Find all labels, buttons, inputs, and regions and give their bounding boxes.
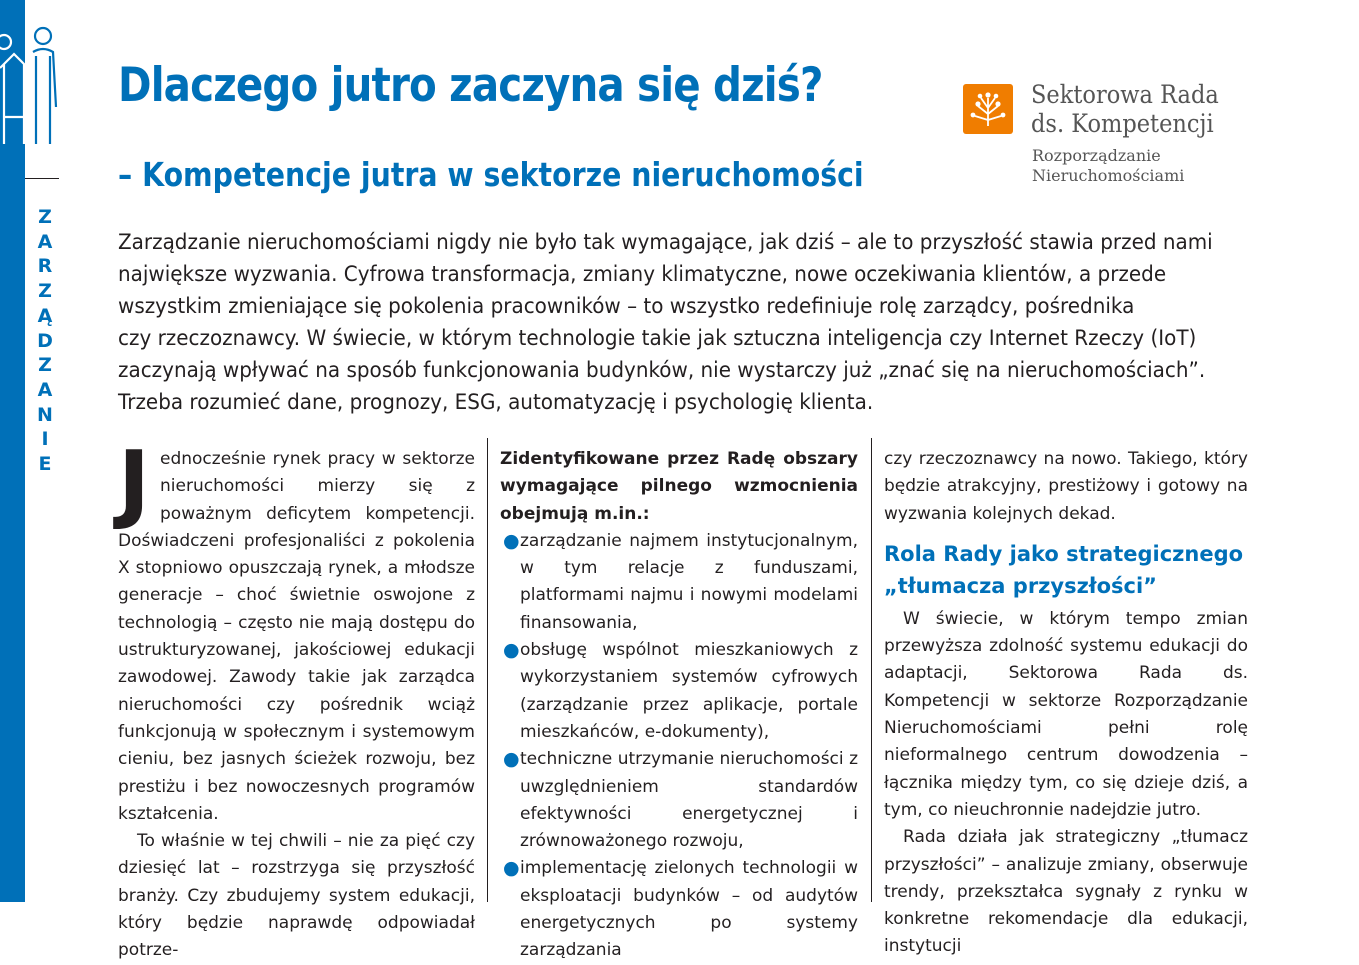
section-heading: Rola Rady jako strategicznego „tłumacza przyszłości” xyxy=(884,541,1244,598)
list-heading: Zidentyfikowane przez Radę obszary wymagające pilnego wzmocnienia obejmują m.in.: xyxy=(500,449,858,524)
areas-list xyxy=(500,528,858,965)
body-paragraph: Jednocześnie rynek pracy w sektorze nieruchomości mierzy się z poważnym deficytem kompetencji. Doświadczeni profesjonaliści z pokolenia X stopniowo opuszczają rynek, a młodsze generacje – choć świetnie oswojone z technologią – często nie mają dostępu do ustrukturyzowanej, jakościowej edukacji zawodowej. Zawody takie jak zarządca nieruchomości czy pośrednik wciąż funkcjonują w społecznym i systemowym cieniu, bez jasnych ścieżek rozwoju, bez prestiżu i bez nowoczesnych programów kształcenia. xyxy=(118,433,475,824)
page-subtitle: – Kompetencje jutra w sektorze nieruchomości xyxy=(118,155,864,194)
bullet-icon: ● xyxy=(503,639,520,662)
council-logo xyxy=(963,80,1253,190)
bullet-icon: ● xyxy=(503,748,520,771)
tree-icon xyxy=(963,84,1013,134)
list-item: ● implementację zielonych technologii w eksploatacji budynków – od audytów energetycznych po systemy zarządzania xyxy=(503,857,858,961)
column-1 xyxy=(118,433,475,965)
list-item: ● zarządzanie najmem instytucjonalnym, w tym relacje z funduszami, platformami najmu i nowymi modelami finansowania, xyxy=(503,529,858,633)
page-title: Dlaczego jutro zaczyna się dziś? xyxy=(118,58,823,113)
logo-name: Sektorowa Rada ds. Kompetencji xyxy=(1031,80,1219,138)
body-paragraph: Rada działa jak strategiczny „tłumacz przyszłości” – analizuje zmiany, obserwuje trendy, przekształca sygnały z rynku w konkretne rekomendacje dla edukacji, instytucji xyxy=(884,827,1248,957)
bullet-icon: ● xyxy=(503,529,520,552)
body-paragraph: To właśnie w tej chwili – nie za pięć czy dziesięć lat – rozstrzyga się przyszłość branży. Czy zbudujemy system edukacji, który będzie naprawdę odpowiadał potrze- xyxy=(118,831,475,961)
bullet-icon: ● xyxy=(503,857,520,880)
list-item: ● obsługę wspólnot mieszkaniowych z wykorzystaniem systemów cyfrowych (zarządzanie przez aplikacje, portale mieszkańców, e-dokumenty), xyxy=(503,639,858,742)
column-3 xyxy=(884,446,1248,961)
drop-cap: J xyxy=(118,433,150,533)
column-2 xyxy=(500,446,858,965)
sidebar-rule xyxy=(25,178,59,179)
body-paragraph: W świecie, w którym tempo zmian przewyższa zdolność systemu edukacji do adaptacji, Sektorowa Rada ds. Kompetencji w sektorze Rozporządzanie Nieruchomościami pełni rolę nieformalnego centrum dowodzenia – łącznika między tym, co się dzieje dziś, a tym, co nieuchronnie nadejdzie jutro. xyxy=(884,608,1248,820)
column-divider xyxy=(871,438,872,902)
people-house-icon xyxy=(0,22,64,152)
lead-paragraph: Zarządzanie nieruchomościami nigdy nie było tak wymagające, jak dziś – ale to przyszłość stawia przed nami największe wyzwania. Cyfrowa transformacja, zmiany klimatyczne, nowe oczekiwania klientów, a przede wszystkim zmieniające się pokolenia pracowników – to wszystko redefiniuje rolę zarządcy, pośrednika czy rzeczoznawcy. W świecie, w którym technologie takie jak sztuczna inteligencja czy Internet Rzeczy (IoT) zaczynają wpływać na sposób funkcjonowania budynków, nie wystarczy już „znać się na nieruchomościach”. Trzeba rozumieć dane, prognozy, ESG, automatyzację i psychologię klienta. xyxy=(118,230,1213,414)
list-item: ● techniczne utrzymanie nieruchomości z uwzględnieniem standardów efektywności energetycznej i zrównoważonego rozwoju, xyxy=(503,748,858,852)
logo-subtitle: Rozporządzanie Nieruchomościami xyxy=(1032,146,1185,185)
body-paragraph: czy rzeczoznawcy na nowo. Takiego, który będzie atrakcyjny, prestiżowy i gotowy na wyzwania kolejnych dekad. xyxy=(884,449,1248,524)
column-divider xyxy=(487,438,488,902)
section-label: Z A R Z Ą D Z A N I E xyxy=(37,206,53,476)
